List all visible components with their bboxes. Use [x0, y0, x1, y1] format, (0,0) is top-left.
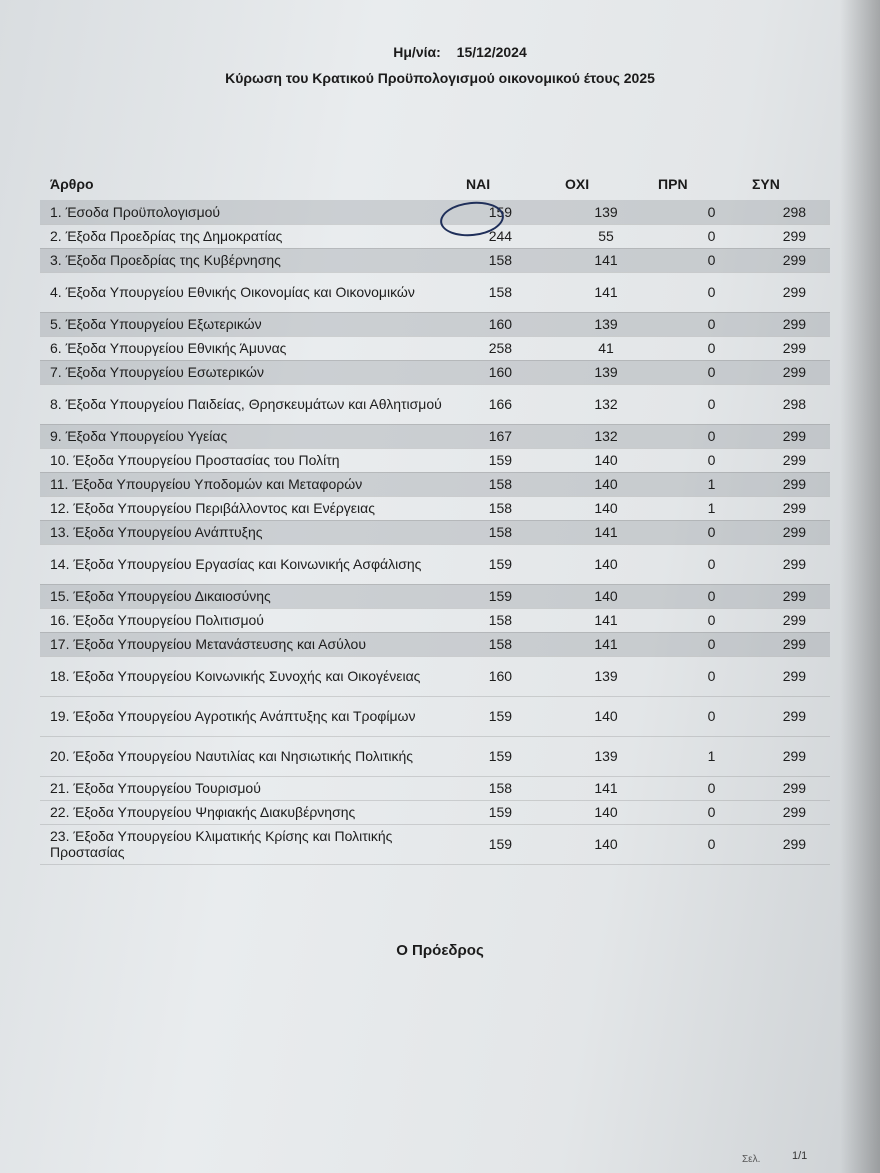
- row-no: 140: [548, 824, 664, 864]
- signature-line: Ο Πρόεδρος: [396, 942, 484, 959]
- row-total: 299: [759, 800, 830, 824]
- row-total: 299: [759, 272, 830, 312]
- row-yes: 159: [453, 824, 548, 864]
- row-total: 298: [759, 384, 830, 424]
- row-total: 299: [759, 776, 830, 800]
- row-yes: 158: [453, 776, 548, 800]
- table-row: [40, 736, 830, 776]
- row-yes: 160: [453, 312, 548, 336]
- table-row: [40, 544, 830, 584]
- row-present: 0: [664, 608, 759, 632]
- table-row: [40, 608, 830, 632]
- row-no: 139: [548, 656, 664, 696]
- row-article: 22. Έξοδα Υπουργείου Ψηφιακής Διακυβέρνησης: [40, 800, 453, 824]
- row-total: 299: [759, 224, 830, 248]
- row-present: 0: [664, 824, 759, 864]
- date-value: 15/12/2024: [456, 44, 527, 60]
- row-present: 0: [664, 336, 759, 360]
- row-article: 6. Έξοδα Υπουργείου Εθνικής Άμυνας: [40, 336, 453, 360]
- row-total: 299: [759, 608, 830, 632]
- row-article: 12. Έξοδα Υπουργείου Περιβάλλοντος και Ενέργειας: [40, 496, 453, 520]
- row-yes: 159: [453, 584, 548, 608]
- row-yes: 158: [453, 272, 548, 312]
- row-yes: 167: [453, 424, 548, 448]
- table-row: [40, 248, 830, 272]
- row-yes: 158: [453, 248, 548, 272]
- table-row: [40, 424, 830, 448]
- row-total: 299: [759, 584, 830, 608]
- table-row: [40, 312, 830, 336]
- row-no: 55: [548, 224, 664, 248]
- row-article: 18. Έξοδα Υπουργείου Κοινωνικής Συνοχής και Οικογένειας: [40, 656, 453, 696]
- row-no: 132: [548, 424, 664, 448]
- table-row: [40, 448, 830, 472]
- row-present: 0: [664, 248, 759, 272]
- row-article: 8. Έξοδα Υπουργείου Παιδείας, Θρησκευμάτων και Αθλητισμού: [40, 384, 453, 424]
- column-present: ΠΡΝ: [658, 176, 688, 192]
- row-no: 141: [548, 776, 664, 800]
- table-row: [40, 272, 830, 312]
- table-row: [40, 520, 830, 544]
- row-total: 299: [759, 248, 830, 272]
- row-no: 132: [548, 384, 664, 424]
- row-no: 140: [548, 696, 664, 736]
- row-article: 5. Έξοδα Υπουργείου Εξωτερικών: [40, 312, 453, 336]
- row-total: 299: [759, 824, 830, 864]
- row-present: 0: [664, 448, 759, 472]
- row-no: 140: [548, 448, 664, 472]
- document-title: Κύρωση του Κρατικού Προϋπολογισμού οικονομικού έτους 2025: [225, 70, 655, 86]
- row-total: 299: [759, 448, 830, 472]
- row-no: 141: [548, 520, 664, 544]
- row-total: 299: [759, 312, 830, 336]
- row-yes: 159: [453, 448, 548, 472]
- row-total: 298: [759, 200, 830, 224]
- row-article: 10. Έξοδα Υπουργείου Προστασίας του Πολίτη: [40, 448, 453, 472]
- column-headers: [0, 176, 880, 198]
- date-label: Ημ/νία:: [393, 44, 441, 60]
- table-row: [40, 336, 830, 360]
- row-present: 0: [664, 272, 759, 312]
- row-total: 299: [759, 336, 830, 360]
- row-yes: 159: [453, 544, 548, 584]
- row-no: 139: [548, 736, 664, 776]
- row-yes: 160: [453, 656, 548, 696]
- row-yes: 159: [453, 800, 548, 824]
- column-no: ΟΧΙ: [565, 176, 590, 192]
- row-present: 0: [664, 800, 759, 824]
- column-total: ΣΥΝ: [752, 176, 780, 192]
- row-yes: 158: [453, 632, 548, 656]
- row-article: 16. Έξοδα Υπουργείου Πολιτισμού: [40, 608, 453, 632]
- table-row: [40, 384, 830, 424]
- row-total: 299: [759, 736, 830, 776]
- table-row: [40, 200, 830, 224]
- row-present: 0: [664, 312, 759, 336]
- row-total: 299: [759, 632, 830, 656]
- vote-table: [40, 200, 830, 865]
- row-total: 299: [759, 496, 830, 520]
- row-present: 0: [664, 656, 759, 696]
- row-present: 0: [664, 360, 759, 384]
- column-article: Άρθρο: [50, 176, 94, 192]
- row-no: 140: [548, 800, 664, 824]
- row-yes: 160: [453, 360, 548, 384]
- row-yes: 158: [453, 608, 548, 632]
- row-article: 7. Έξοδα Υπουργείου Εσωτερικών: [40, 360, 453, 384]
- row-total: 299: [759, 656, 830, 696]
- row-article: 20. Έξοδα Υπουργείου Ναυτιλίας και Νησιωτικής Πολιτικής: [40, 736, 453, 776]
- table-row: [40, 224, 830, 248]
- row-article: 11. Έξοδα Υπουργείου Υποδομών και Μεταφορών: [40, 472, 453, 496]
- page-mark: Σελ.: [742, 1154, 761, 1165]
- table-row: [40, 824, 830, 864]
- table-row: [40, 472, 830, 496]
- row-yes: 158: [453, 520, 548, 544]
- row-article: 2. Έξοδα Προεδρίας της Δημοκρατίας: [40, 224, 453, 248]
- row-total: 299: [759, 544, 830, 584]
- row-article: 9. Έξοδα Υπουργείου Υγείας: [40, 424, 453, 448]
- table-row: [40, 496, 830, 520]
- row-present: 1: [664, 736, 759, 776]
- row-total: 299: [759, 472, 830, 496]
- row-article: 13. Έξοδα Υπουργείου Ανάπτυξης: [40, 520, 453, 544]
- row-no: 141: [548, 248, 664, 272]
- row-yes: 159: [453, 200, 548, 224]
- row-no: 140: [548, 496, 664, 520]
- row-article: 14. Έξοδα Υπουργείου Εργασίας και Κοινωνικής Ασφάλισης: [40, 544, 453, 584]
- table-row: [40, 584, 830, 608]
- table-row: [40, 800, 830, 824]
- row-present: 0: [664, 776, 759, 800]
- row-article: 17. Έξοδα Υπουργείου Μετανάστευσης και Ασύλου: [40, 632, 453, 656]
- row-no: 139: [548, 312, 664, 336]
- row-present: 0: [664, 584, 759, 608]
- row-yes: 258: [453, 336, 548, 360]
- row-yes: 166: [453, 384, 548, 424]
- date-line: [20, 44, 880, 60]
- row-no: 140: [548, 472, 664, 496]
- row-yes: 159: [453, 736, 548, 776]
- row-yes: 244: [453, 224, 548, 248]
- page-number: 1/1: [792, 1150, 808, 1162]
- row-no: 141: [548, 632, 664, 656]
- row-present: 0: [664, 224, 759, 248]
- row-total: 299: [759, 360, 830, 384]
- row-present: 0: [664, 520, 759, 544]
- row-article: 1. Έσοδα Προϋπολογισμού: [40, 200, 453, 224]
- row-article: 3. Έξοδα Προεδρίας της Κυβέρνησης: [40, 248, 453, 272]
- row-yes: 159: [453, 696, 548, 736]
- row-present: 0: [664, 200, 759, 224]
- row-article: 21. Έξοδα Υπουργείου Τουρισμού: [40, 776, 453, 800]
- table-row: [40, 776, 830, 800]
- row-article: 4. Έξοδα Υπουργείου Εθνικής Οικονομίας και Οικονομικών: [40, 272, 453, 312]
- row-present: 0: [664, 696, 759, 736]
- row-no: 141: [548, 608, 664, 632]
- table-row: [40, 360, 830, 384]
- column-yes: ΝΑΙ: [466, 176, 491, 192]
- row-total: 299: [759, 520, 830, 544]
- row-article: 19. Έξοδα Υπουργείου Αγροτικής Ανάπτυξης και Τροφίμων: [40, 696, 453, 736]
- row-no: 41: [548, 336, 664, 360]
- row-no: 139: [548, 200, 664, 224]
- row-no: 139: [548, 360, 664, 384]
- table-row: [40, 696, 830, 736]
- row-present: 0: [664, 544, 759, 584]
- row-yes: 158: [453, 496, 548, 520]
- row-present: 0: [664, 632, 759, 656]
- table-row: [40, 632, 830, 656]
- row-total: 299: [759, 424, 830, 448]
- row-total: 299: [759, 696, 830, 736]
- row-article: 15. Έξοδα Υπουργείου Δικαιοσύνης: [40, 584, 453, 608]
- row-yes: 158: [453, 472, 548, 496]
- row-no: 141: [548, 272, 664, 312]
- row-article: 23. Έξοδα Υπουργείου Κλιματικής Κρίσης και Πολιτικής Προστασίας: [40, 824, 453, 864]
- row-no: 140: [548, 584, 664, 608]
- row-present: 0: [664, 424, 759, 448]
- row-present: 1: [664, 472, 759, 496]
- row-no: 140: [548, 544, 664, 584]
- table-row: [40, 656, 830, 696]
- row-present: 0: [664, 384, 759, 424]
- row-present: 1: [664, 496, 759, 520]
